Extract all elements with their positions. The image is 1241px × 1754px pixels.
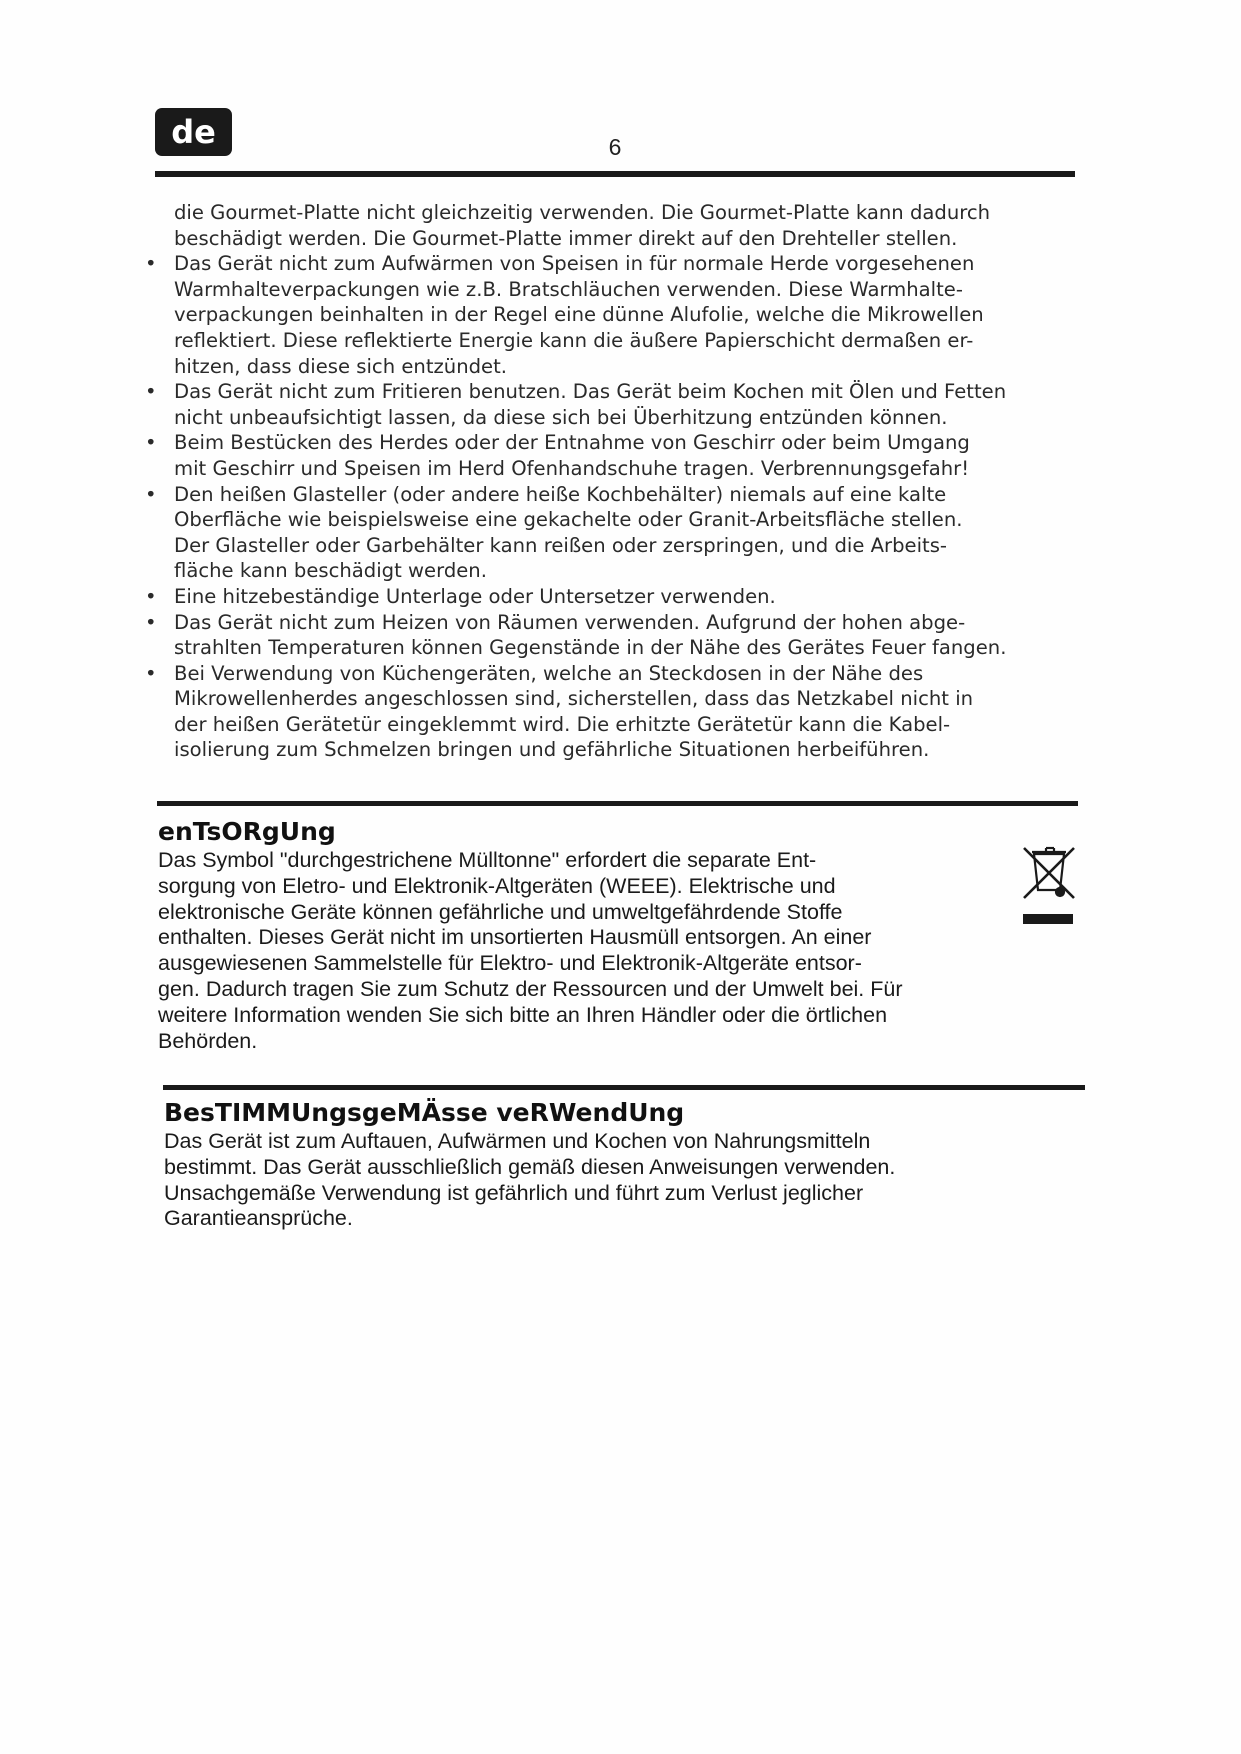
intended-use-text [164, 1129, 1064, 1232]
text-line: mit Geschirr und Speisen im Herd Ofenhandschuhe tragen. Verbrennungsgefahr! [174, 456, 970, 480]
bullet: • [145, 584, 157, 608]
text-line: Behörden. [158, 1028, 258, 1053]
section-divider [157, 801, 1078, 806]
text-line: Eine hitzebeständige Unterlage oder Untersetzer verwenden. [174, 584, 776, 608]
text-line: Das Gerät nicht zum Heizen von Räumen verwenden. Aufgrund der hohen abge- [174, 610, 966, 634]
list-item [140, 661, 1125, 763]
bullet: • [145, 252, 157, 276]
text-line: enthalten. Dieses Gerät nicht im unsortierten Hausmüll entsorgen. An einer [158, 925, 872, 950]
text-line: Oberfläche wie beispielsweise eine gekachelte oder Granit-Arbeitsfläche stellen. [174, 508, 963, 532]
text-line: isolierung zum Schmelzen bringen und gefährliche Situationen herbeiführen. [174, 738, 930, 762]
list-item [140, 251, 1125, 379]
text-line: die Gourmet-Platte nicht gleichzeitig verwenden. Die Gourmet-Platte kann dadurch [174, 201, 991, 224]
list-item [140, 610, 1125, 661]
intended-use-title: BesTIMMUngsgeMÄsse veRWendUng [164, 1098, 685, 1127]
text-line: weitere Information wenden Sie sich bitte an Ihren Händler oder die örtlichen [158, 1002, 888, 1027]
text-line: Garantieansprüche. [164, 1206, 353, 1231]
text-line: Warmhalteverpackungen wie z.B. Bratschläuchen verwenden. Diese Warmhalte- [174, 277, 963, 301]
header-rule [155, 171, 1075, 177]
text-line: strahlten Temperaturen können Gegenstände in der Nähe des Gerätes Feuer fangen. [174, 636, 1007, 660]
list-item [140, 584, 1125, 610]
bullet: • [145, 661, 157, 685]
text-line: beschädigt werden. Die Gourmet-Platte immer direkt auf den Drehteller stellen. [174, 226, 958, 250]
text-line: sorgung von Eletro- und Elektronik-Altgeräten (WEEE). Elektrische und [158, 873, 836, 898]
bullet: • [145, 380, 157, 404]
text-line: Den heißen Glasteller (oder andere heiße Kochbehälter) niemals auf eine kalte [174, 482, 947, 506]
bullet: • [145, 431, 157, 455]
safety-intro [140, 200, 1125, 251]
text-line: Das Symbol "durchgestrichene Mülltonne" erfordert die separate Ent- [158, 848, 817, 872]
text-line: nicht unbeaufsichtigt lassen, da diese sich bei Überhitzung entzünden können. [174, 405, 948, 429]
text-line: hitzen, dass diese sich entzündet. [174, 354, 508, 378]
bullet: • [145, 610, 157, 634]
text-line: Unsachgemäße Verwendung ist gefährlich und führt zum Verlust jeglicher [164, 1180, 864, 1205]
safety-list [140, 251, 1125, 763]
text-line: reflektiert. Diese reflektierte Energie kann die äußere Papierschicht dermaßen er- [174, 328, 974, 352]
text-line: Das Gerät ist zum Auftauen, Aufwärmen und Kochen von Nahrungsmitteln [164, 1129, 871, 1153]
text-line: Der Glasteller oder Garbehälter kann reißen oder zerspringen, und die Arbeits- [174, 533, 947, 557]
page-number: 6 [608, 134, 622, 160]
language-badge: de [155, 108, 232, 156]
section-divider [163, 1085, 1085, 1090]
text-line: Bei Verwendung von Küchengeräten, welche an Steckdosen in der Nähe des [174, 661, 924, 685]
list-item [140, 482, 1125, 584]
text-line: Das Gerät nicht zum Fritieren benutzen. Das Gerät beim Kochen mit Ölen und Fetten [174, 380, 1007, 404]
text-line: gen. Dadurch tragen Sie zum Schutz der Ressourcen und der Umwelt bei. Für [158, 976, 903, 1001]
text-line: Beim Bestücken des Herdes oder der Entnahme von Geschirr oder beim Umgang [174, 431, 970, 455]
text-line: Mikrowellenherdes angeschlossen sind, sicherstellen, dass das Netzkabel nicht in [174, 687, 974, 711]
text-line: elektronische Geräte können gefährliche und umweltgefährdende Stoffe [158, 899, 843, 924]
safety-instructions [140, 200, 1125, 763]
text-line: fläche kann beschädigt werden. [174, 559, 487, 583]
crossed-out-wheelie-bin-icon [1020, 842, 1078, 924]
bullet: • [145, 482, 157, 506]
text-line: verpackungen beinhalten in der Regel eine dünne Alufolie, welche die Mikrowellen [174, 303, 984, 327]
text-line: ausgewiesenen Sammelstelle für Elektro- und Elektronik-Altgeräte entsor- [158, 951, 862, 976]
text-line: der heißen Gerätetür eingeklemmt wird. Die erhitzte Gerätetür kann die Kabel- [174, 712, 951, 736]
list-item [140, 379, 1125, 430]
disposal-title: enTsORgUng [158, 817, 336, 846]
text-line: bestimmt. Das Gerät ausschließlich gemäß diesen Anweisungen verwenden. [164, 1154, 896, 1179]
list-item [140, 430, 1125, 481]
text-line: Das Gerät nicht zum Aufwärmen von Speisen in für normale Herde vorgesehenen [174, 252, 975, 276]
disposal-text [158, 848, 1018, 1054]
